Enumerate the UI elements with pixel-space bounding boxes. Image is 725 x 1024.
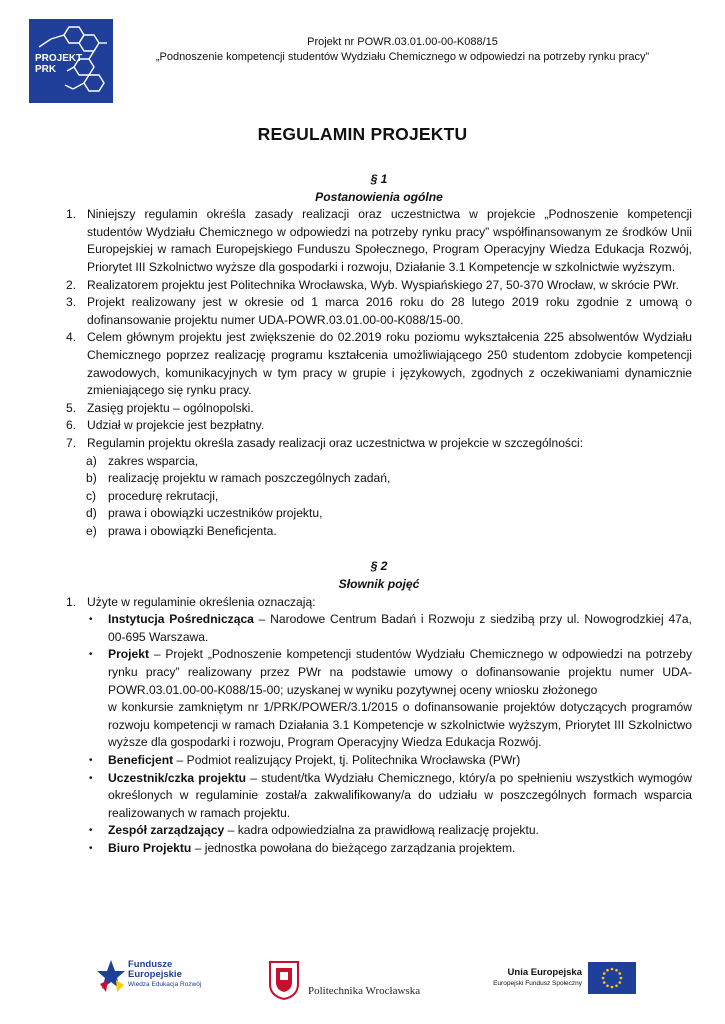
fe-text — [128, 960, 201, 990]
project-name: „Podnoszenie kompetencji studentów Wydziału Chemicznego w odpowiedzi na potrzeby rynku pracy” — [155, 51, 650, 63]
eu-star — [611, 986, 614, 989]
eu-star — [603, 981, 606, 984]
sub-item-text: procedurę rekrutacji, — [108, 488, 219, 503]
bullet-icon: • — [89, 755, 93, 766]
item-number: 1. — [66, 207, 77, 222]
ue-line2: Europejski Fundusz Społeczny — [493, 980, 582, 987]
list-item — [66, 277, 692, 295]
item-number: 5. — [66, 400, 77, 415]
eu-star — [606, 984, 609, 987]
bullet-icon: • — [89, 772, 93, 784]
footer-logos — [0, 950, 725, 1010]
definition-term: Biuro Projektu — [108, 840, 192, 855]
page-title: REGULAMIN PROJEKTU — [257, 124, 468, 144]
definition-item — [66, 611, 692, 646]
item-text: Użyte w regulaminie określenia oznaczają: — [87, 594, 316, 609]
definition-term: Instytucja Pośrednicząca — [108, 612, 254, 627]
eu-star — [615, 984, 618, 987]
eu-flag-icon — [588, 962, 636, 994]
definition-text: – kadra odpowiedzialna za prawidłową realizację projektu. — [224, 823, 539, 838]
logo-line1: PROJEKT — [35, 53, 83, 64]
item-text: Regulamin projektu określa zasady realizacji oraz uczestnictwa w projekcie w szczególności: — [87, 435, 584, 450]
item-number: 2. — [66, 277, 77, 292]
list-item — [66, 294, 692, 329]
item-number: 7. — [66, 435, 77, 450]
definition-term: Uczestnik/czka projektu — [108, 770, 246, 785]
item-text: Udział w projekcie jest bezpłatny. — [87, 418, 265, 433]
definition-text-continued: w konkursie zamkniętym nr 1/PRK/POWER/3.1/2015 o dofinansowanie projektów dotyczących programów rozwoju kompetencji w ramach Działania 3.1 Kompetencje w szkolnictwie wyższym, Priorytet III Szkolnictwo wyższe dla gospodarki i rozwoju, Program Operacyjny Wiedza Edukacja Rozwój. — [108, 700, 692, 750]
fe-line1: Fundusze — [128, 959, 173, 970]
eu-star — [603, 972, 606, 975]
ue-line1: Unia Europejska — [507, 967, 582, 978]
definition-item — [66, 840, 692, 858]
definition-item — [66, 770, 692, 823]
section-1-heading: Postanowienia ogólne — [315, 189, 443, 204]
list-item — [66, 206, 692, 276]
definition-text: – student/tka Wydziału Chemicznego, który/a po spełnieniu wszystkich wymogów określonych w regulaminie został/a zakwalifikowany/a do udziału w poszczególnych formach wsparcia realizowanych w ramach projektu. — [108, 770, 692, 820]
sub-item-text: realizację projektu w ramach poszczególnych zadań, — [108, 471, 391, 486]
section-1-sign: § 1 — [370, 172, 388, 186]
fe-line2: Europejskie — [128, 969, 182, 980]
eu-star — [615, 969, 618, 972]
eu-star — [602, 977, 605, 980]
item-text: Realizatorem projektu jest Politechnika Wrocławska, Wyb. Wyspiańskiego 27, 50-370 Wrocław, w skrócie PWr. — [87, 277, 679, 292]
definition-text: – Podmiot realizujący Projekt, tj. Politechnika Wrocławska (PWr) — [173, 753, 521, 767]
item-text: Projekt realizowany jest w okresie od 1 marca 2016 roku do 28 lutego 2019 roku zgodnie z umową o dofinansowanie projektu numer UDA-POWR.03.01.00-00-K088/15-00. — [87, 295, 692, 327]
list-item — [66, 400, 692, 418]
section-2-heading: Słownik pojęć — [338, 577, 420, 592]
eu-star — [606, 969, 609, 972]
item-number: 6. — [66, 418, 77, 433]
definition-term: Zespół zarządzający — [108, 823, 225, 838]
logo-text — [35, 53, 82, 75]
sub-item — [66, 505, 692, 523]
pwr-name: Politechnika Wrocławska — [308, 985, 421, 997]
list-item — [66, 435, 692, 453]
sub-item-letter: a) — [86, 453, 97, 468]
item-number: 4. — [66, 330, 77, 345]
item-number: 3. — [66, 295, 77, 310]
definition-item — [66, 822, 692, 840]
project-number: Projekt nr POWR.03.01.00-00-K088/15 — [307, 36, 498, 48]
sub-item-letter: d) — [86, 506, 97, 521]
definition-text: – Projekt „Podnoszenie kompetencji studentów Wydziału Chemicznego w odpowiedzi na potrzeby rynku pracy” realizowany przez PWr na podstawie umowy o dofinansowanie projektu numer UDA-POWR.03.01.00-00-K088/15-00; uzyskanej w wyniku pozytywnej oceny wniosku złożonego — [108, 647, 692, 697]
definition-text: – Narodowe Centrum Badań i Rozwoju z siedzibą przy ul. Nowogrodzkiej 47a, 00-695 Warszawa. — [108, 612, 692, 644]
sub-item — [66, 523, 692, 541]
sub-item-letter: b) — [86, 471, 97, 486]
sub-item-text: prawa i obowiązki uczestników projektu, — [108, 506, 323, 521]
list-item — [66, 594, 692, 612]
document-header — [120, 35, 685, 65]
list-item — [66, 329, 692, 399]
definition-item — [66, 646, 692, 752]
eu-star — [618, 972, 621, 975]
item-text: Zasięg projektu – ogólnopolski. — [87, 400, 254, 415]
bullet-icon: • — [89, 842, 93, 854]
sub-item-letter: e) — [86, 523, 97, 538]
sub-item-text: zakres wsparcia, — [108, 453, 199, 468]
projekt-prk-logo — [29, 19, 113, 103]
ue-text — [480, 967, 582, 989]
sub-item-letter: c) — [86, 488, 97, 503]
definition-term: Projekt — [108, 647, 149, 662]
sub-item — [66, 453, 692, 471]
bullet-icon: • — [89, 614, 93, 626]
item-text: Celem głównym projektu jest zwiększenie do 02.2019 roku poziomu wykształcenia 225 absolwentów Wydziału Chemicznego poprzez realizację programu kształcenia umożliwiającego 250 studentom zdobycie kompetencji zawodowych, komunikacyjnych w tym pracy w grupie i językowych, zgodnych z oczekiwaniami dynamicznie zmieniającego się rynku pracy. — [87, 330, 692, 398]
section-2-sign: § 2 — [370, 559, 388, 574]
fe-star-icon — [96, 958, 126, 994]
bullet-icon: • — [89, 825, 93, 837]
eu-star — [620, 977, 623, 980]
bullet-icon: • — [89, 649, 93, 661]
definition-text: – jednostka powołana do bieżącego zarządzania projektem. — [191, 840, 516, 855]
definition-item — [66, 752, 692, 770]
fe-line3: Wiedza Edukacja Rozwój — [128, 981, 202, 988]
document-body — [66, 171, 692, 858]
sub-item — [66, 470, 692, 488]
pwr-shield-icon — [268, 960, 300, 1000]
eu-star — [618, 981, 621, 984]
eu-star — [611, 968, 614, 971]
item-text: Niniejszy regulamin określa zasady realizacji oraz uczestnictwa w projekcie „Podnoszenie kompetencji studentów Wydziału Chemicznego w odpowiedzi na potrzeby rynku pracy” współfinansowanym ze środków Unii Europejskiej w ramach Europejskiego Funduszu Społecznego, Program Operacyjny Wiedza Edukacja Rozwój, Priorytet III Szkolnictwo wyższe dla gospodarki i rozwoju, Działanie 3.1 Kompetencje w szkolnictwie wyższym. — [87, 207, 692, 274]
sub-item — [66, 488, 692, 506]
sub-item-text: prawa i obowiązki Beneficjenta. — [108, 523, 277, 538]
list-item — [66, 417, 692, 435]
definition-term: Beneficjent — [108, 753, 174, 767]
item-number: 1. — [66, 594, 77, 609]
logo-line2: PRK — [35, 64, 57, 75]
